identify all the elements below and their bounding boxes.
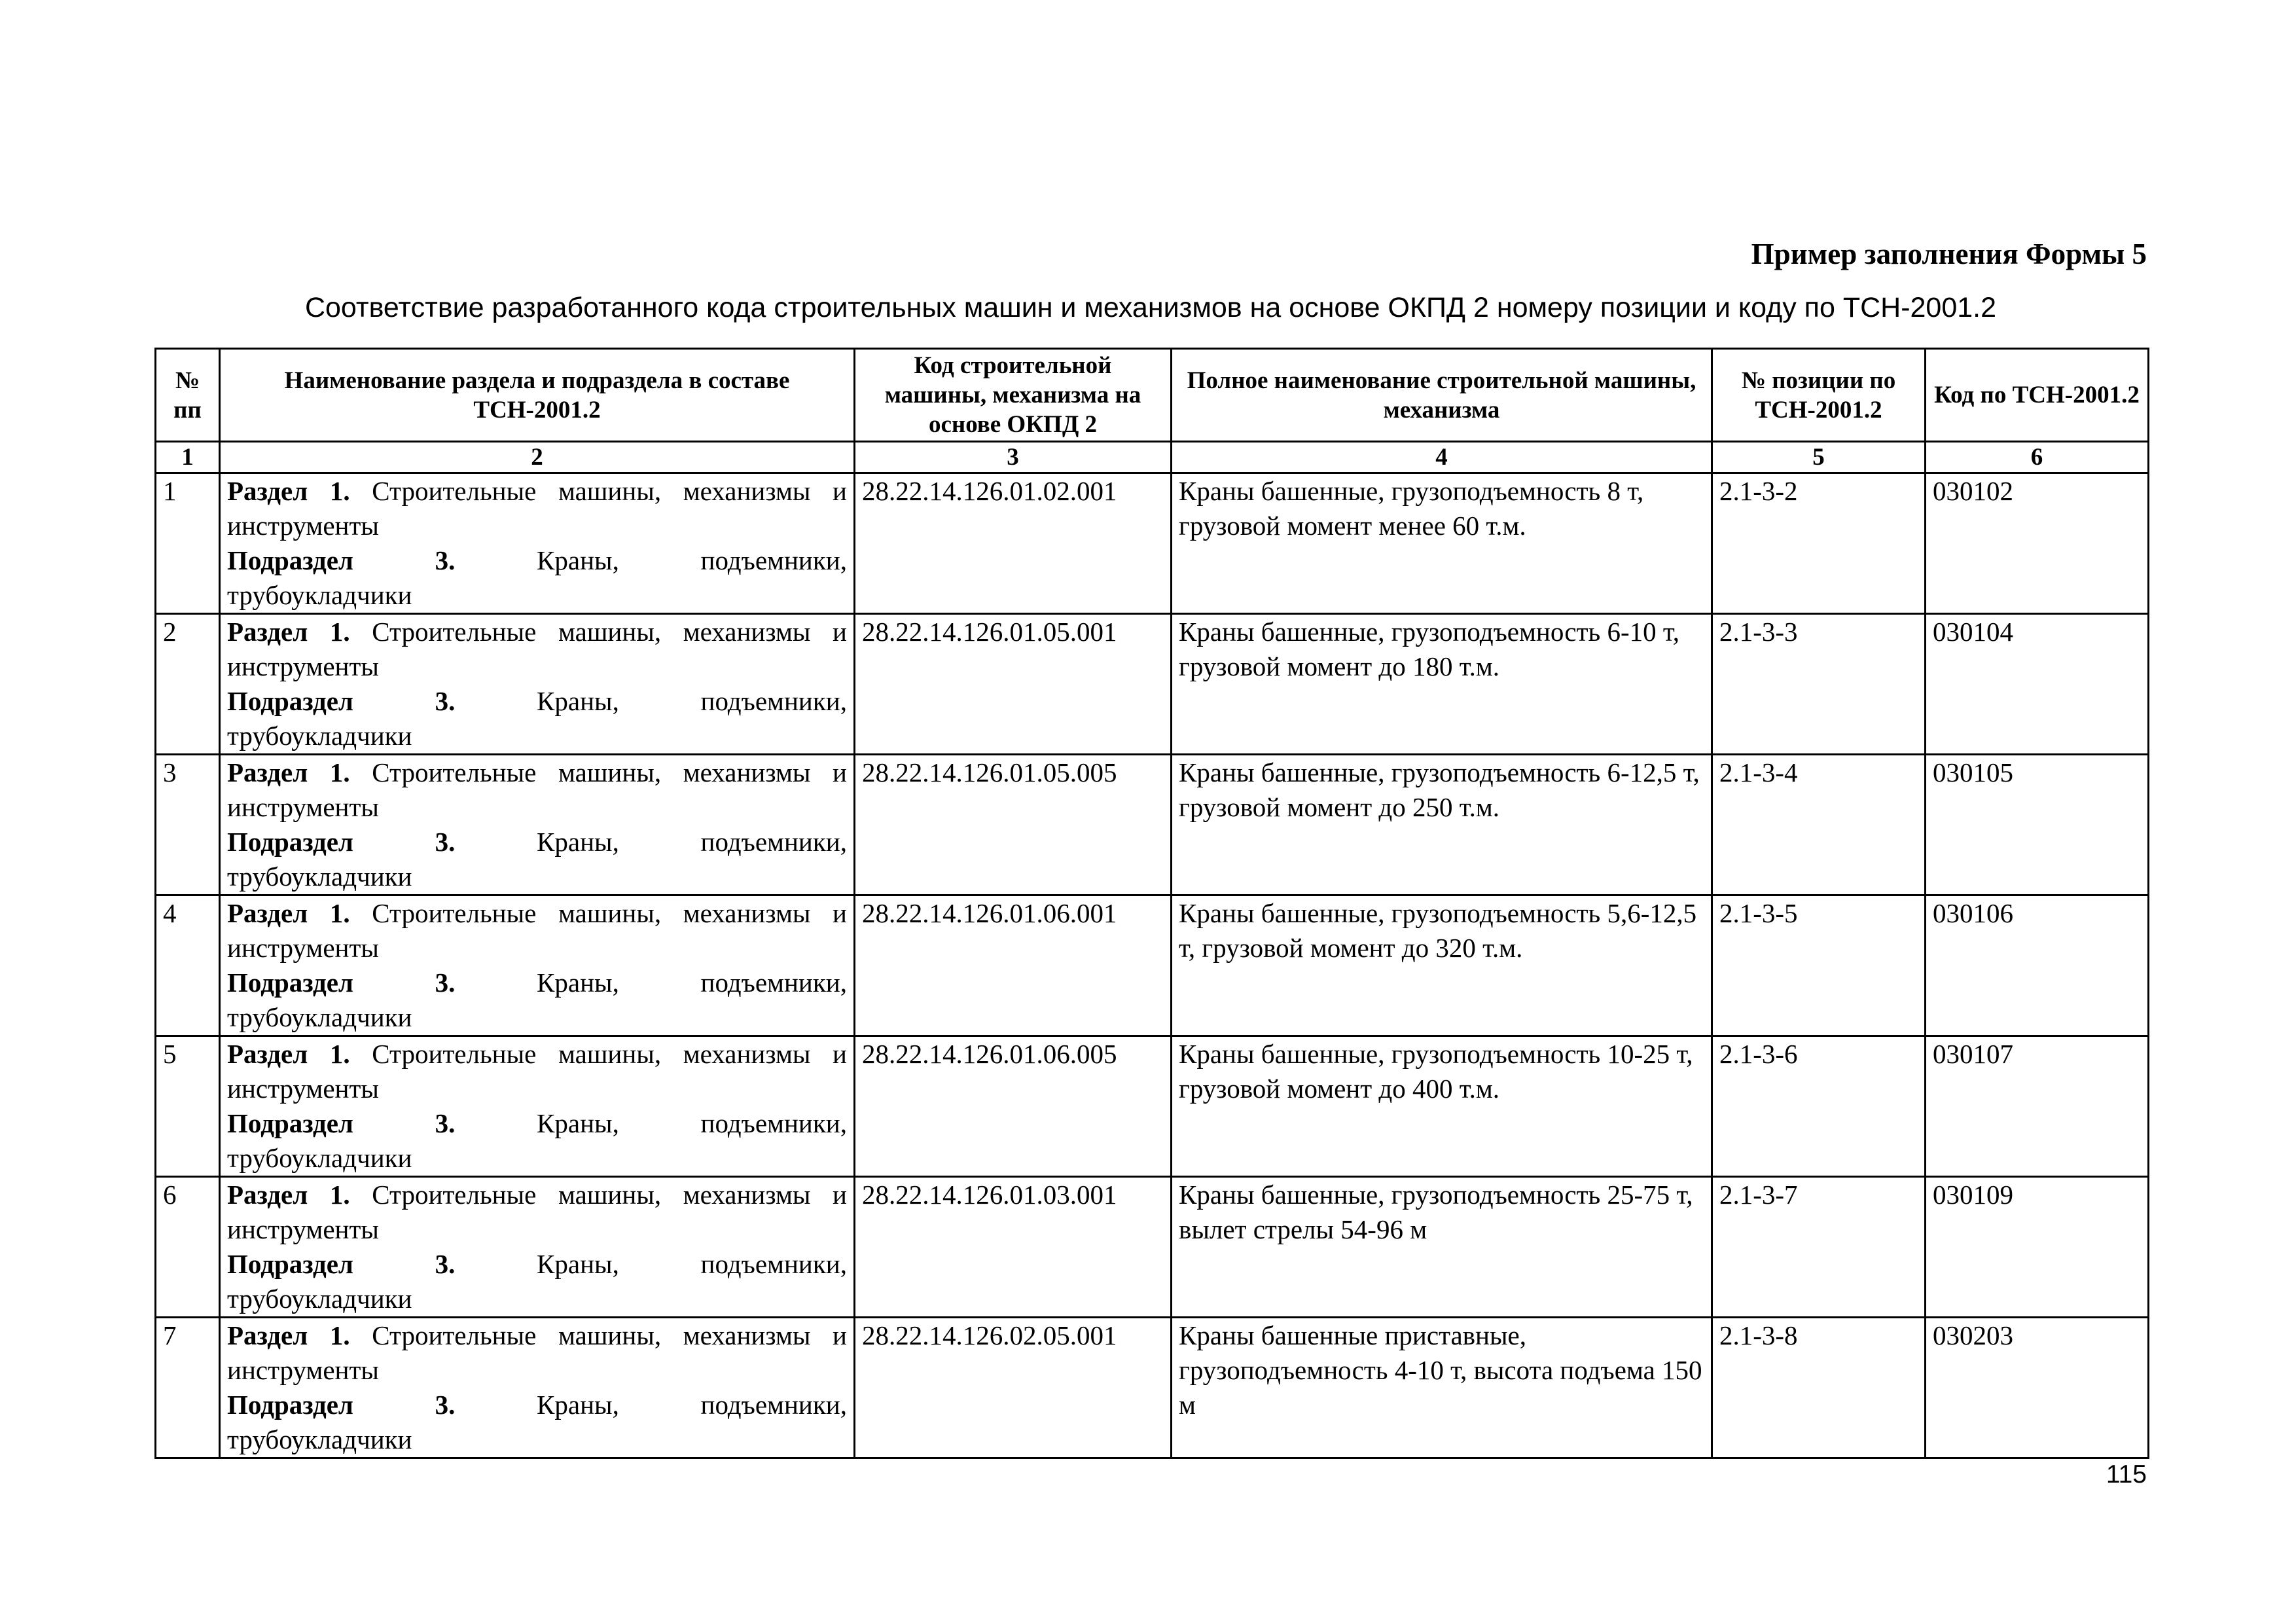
tsn-code-cell: 030106 <box>1926 895 2149 1036</box>
section-text: Строительные машины, механизмы и инструменты <box>227 617 847 681</box>
subsection-word: подъемники, <box>700 967 847 998</box>
table-row <box>156 1318 2149 1458</box>
section-line <box>227 755 847 825</box>
section-label: Раздел 1. <box>227 1320 350 1350</box>
section-cell <box>220 1318 855 1458</box>
subsection-label: Подраздел <box>227 827 353 857</box>
subsection-line-end: трубоукладчики <box>227 1424 412 1454</box>
document-subtitle: Соответствие разработанного кода строительных машин и механизмов на основе ОКПД 2 номеру позиции и коду по ТСН-2001.2 <box>304 292 1997 323</box>
okpd-code-cell: 28.22.14.126.01.03.001 <box>855 1177 1172 1318</box>
header-cell-position-number: № позиции по ТСН-2001.2 <box>1712 349 1926 442</box>
row-number-cell: 1 <box>156 473 220 614</box>
header-cell-tsn-code: Код по ТСН-2001.2 <box>1926 349 2149 442</box>
subsection-word: подъемники, <box>700 545 847 575</box>
column-number: 6 <box>1926 442 2149 473</box>
subsection-label: Подраздел <box>227 545 353 575</box>
subsection-line <box>227 825 847 859</box>
header-cell-row-number: № пп <box>156 349 220 442</box>
table-row <box>156 755 2149 895</box>
section-cell <box>220 755 855 895</box>
column-number: 5 <box>1712 442 1926 473</box>
section-text: Строительные машины, механизмы и инструменты <box>227 1320 847 1385</box>
subsection-line-end: трубоукладчики <box>227 1143 412 1173</box>
subsection-line <box>227 965 847 1000</box>
position-number-cell: 2.1-3-8 <box>1712 1318 1926 1458</box>
okpd-code-cell: 28.22.14.126.01.02.001 <box>855 473 1172 614</box>
section-label: Раздел 1. <box>227 617 350 647</box>
position-number-cell: 2.1-3-2 <box>1712 473 1926 614</box>
subsection-line <box>227 543 847 578</box>
subsection-word: подъемники, <box>700 827 847 857</box>
okpd-code-cell: 28.22.14.126.01.06.001 <box>855 895 1172 1036</box>
subsection-number: 3. <box>435 545 456 575</box>
table-row <box>156 614 2149 755</box>
okpd-code-cell: 28.22.14.126.01.05.005 <box>855 755 1172 895</box>
section-label: Раздел 1. <box>227 1039 350 1069</box>
form-title: Пример заполнения Формы 5 <box>1751 238 2147 270</box>
subsection-word: Краны, <box>537 1390 619 1420</box>
subsection-label: Подраздел <box>227 967 353 998</box>
section-label: Раздел 1. <box>227 898 350 928</box>
subsection-number: 3. <box>435 827 456 857</box>
full-name-cell: Краны башенные, грузоподъемность 8 т, грузовой момент менее 60 т.м. <box>1172 473 1712 614</box>
subsection-word: подъемники, <box>700 1108 847 1138</box>
header-cell-okpd-code: Код строительной машины, механизма на основе ОКПД 2 <box>855 349 1172 442</box>
subsection-label: Подраздел <box>227 686 353 716</box>
section-text: Строительные машины, механизмы и инструменты <box>227 1039 847 1104</box>
subsection-word: Краны, <box>537 967 619 998</box>
okpd-code-cell: 28.22.14.126.01.06.005 <box>855 1036 1172 1177</box>
column-number-row <box>156 442 2149 473</box>
subsection-word: Краны, <box>537 686 619 716</box>
subsection-label: Подраздел <box>227 1390 353 1420</box>
table-row <box>156 1177 2149 1318</box>
section-label: Раздел 1. <box>227 476 350 506</box>
subsection-word: Краны, <box>537 827 619 857</box>
section-text: Строительные машины, механизмы и инструменты <box>227 1180 847 1244</box>
subsection-line <box>227 684 847 719</box>
subsection-line-end: трубоукладчики <box>227 721 412 751</box>
section-text: Строительные машины, механизмы и инструменты <box>227 757 847 822</box>
table-row <box>156 473 2149 614</box>
section-label: Раздел 1. <box>227 757 350 787</box>
section-text: Строительные машины, механизмы и инструменты <box>227 476 847 541</box>
full-name-cell: Краны башенные, грузоподъемность 6-10 т, грузовой момент до 180 т.м. <box>1172 614 1712 755</box>
subsection-word: Краны, <box>537 545 619 575</box>
full-name-cell: Краны башенные, грузоподъемность 6-12,5 т, грузовой момент до 250 т.м. <box>1172 755 1712 895</box>
header-cell-full-name: Полное наименование строительной машины, механизма <box>1172 349 1712 442</box>
column-number: 3 <box>855 442 1172 473</box>
section-cell <box>220 1036 855 1177</box>
row-number-cell: 2 <box>156 614 220 755</box>
subsection-label: Подраздел <box>227 1108 353 1138</box>
section-line <box>227 1037 847 1106</box>
subsection-line-end: трубоукладчики <box>227 861 412 892</box>
subsection-word: Краны, <box>537 1249 619 1279</box>
section-cell <box>220 614 855 755</box>
section-cell <box>220 473 855 614</box>
subsection-number: 3. <box>435 1390 456 1420</box>
tsn-code-cell: 030104 <box>1926 614 2149 755</box>
subsection-label: Подраздел <box>227 1249 353 1279</box>
section-line <box>227 615 847 684</box>
section-line <box>227 474 847 543</box>
subsection-line <box>227 1106 847 1141</box>
section-line <box>227 1318 847 1388</box>
subsection-word: подъемники, <box>700 1390 847 1420</box>
row-number-cell: 5 <box>156 1036 220 1177</box>
section-label: Раздел 1. <box>227 1180 350 1210</box>
tsn-code-cell: 030105 <box>1926 755 2149 895</box>
subsection-word: подъемники, <box>700 1249 847 1279</box>
column-number: 4 <box>1172 442 1712 473</box>
section-cell <box>220 1177 855 1318</box>
okpd-code-cell: 28.22.14.126.01.05.001 <box>855 614 1172 755</box>
row-number-cell: 7 <box>156 1318 220 1458</box>
full-name-cell: Краны башенные, грузоподъемность 5,6-12,5 т, грузовой момент до 320 т.м. <box>1172 895 1712 1036</box>
tsn-code-cell: 030109 <box>1926 1177 2149 1318</box>
row-number-cell: 3 <box>156 755 220 895</box>
section-cell <box>220 895 855 1036</box>
subsection-line <box>227 1388 847 1422</box>
correspondence-table <box>154 348 2149 1459</box>
subsection-line-end: трубоукладчики <box>227 1284 412 1314</box>
table-header-row <box>156 349 2149 442</box>
section-line <box>227 1178 847 1247</box>
column-number: 1 <box>156 442 220 473</box>
row-number-cell: 6 <box>156 1177 220 1318</box>
page-number: 115 <box>2106 1460 2147 1489</box>
header-cell-section-name: Наименование раздела и подраздела в составе ТСН-2001.2 <box>220 349 855 442</box>
okpd-code-cell: 28.22.14.126.02.05.001 <box>855 1318 1172 1458</box>
subsection-word: подъемники, <box>700 686 847 716</box>
full-name-cell: Краны башенные приставные, грузоподъемность 4-10 т, высота подъема 150 м <box>1172 1318 1712 1458</box>
table-row <box>156 895 2149 1036</box>
position-number-cell: 2.1-3-6 <box>1712 1036 1926 1177</box>
tsn-code-cell: 030203 <box>1926 1318 2149 1458</box>
table-body <box>156 473 2149 1458</box>
position-number-cell: 2.1-3-5 <box>1712 895 1926 1036</box>
subsection-line-end: трубоукладчики <box>227 1002 412 1032</box>
full-name-cell: Краны башенные, грузоподъемность 10-25 т, грузовой момент до 400 т.м. <box>1172 1036 1712 1177</box>
full-name-cell: Краны башенные, грузоподъемность 25-75 т, вылет стрелы 54-96 м <box>1172 1177 1712 1318</box>
column-number: 2 <box>220 442 855 473</box>
section-text: Строительные машины, механизмы и инструменты <box>227 898 847 963</box>
subsection-number: 3. <box>435 686 456 716</box>
row-number-cell: 4 <box>156 895 220 1036</box>
position-number-cell: 2.1-3-3 <box>1712 614 1926 755</box>
position-number-cell: 2.1-3-7 <box>1712 1177 1926 1318</box>
subsection-line-end: трубоукладчики <box>227 580 412 610</box>
table-row <box>156 1036 2149 1177</box>
tsn-code-cell: 030102 <box>1926 473 2149 614</box>
section-line <box>227 896 847 965</box>
subsection-number: 3. <box>435 1108 456 1138</box>
subsection-number: 3. <box>435 967 456 998</box>
tsn-code-cell: 030107 <box>1926 1036 2149 1177</box>
position-number-cell: 2.1-3-4 <box>1712 755 1926 895</box>
subsection-word: Краны, <box>537 1108 619 1138</box>
subsection-line <box>227 1247 847 1282</box>
subsection-number: 3. <box>435 1249 456 1279</box>
